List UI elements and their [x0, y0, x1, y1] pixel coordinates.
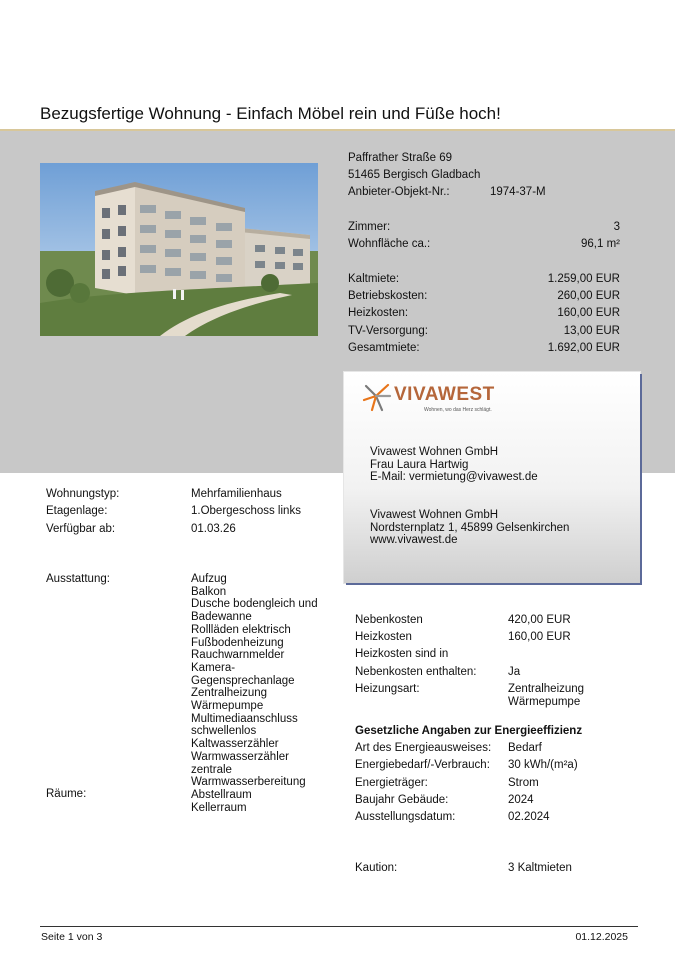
cost-label: Betriebskosten:: [348, 290, 428, 303]
detail-value: Mehrfamilienhaus: [191, 488, 282, 500]
contact-company: Vivawest Wohnen GmbH: [370, 446, 499, 458]
features-list: [191, 573, 326, 814]
energy-block: [355, 723, 635, 826]
heizkosten-label: Heizkosten: [355, 631, 412, 644]
feature-item: Gegensprechanlage: [191, 674, 295, 687]
feature-item: Fußbodenheizung: [191, 636, 284, 649]
nebenkosten-label: Nebenkosten: [355, 614, 423, 626]
feature-item: Badewanne: [191, 611, 252, 624]
contact-website[interactable]: www.vivawest.de: [370, 534, 458, 546]
room-item: Kellerraum: [191, 801, 247, 814]
cost-value: 13,00 EUR: [563, 324, 620, 337]
vivawest-logo: [362, 382, 494, 416]
feature-item: zentrale: [191, 763, 232, 776]
area-label: Wohnfläche ca.:: [348, 238, 431, 251]
cost-label: TV-Versorgung:: [348, 324, 428, 337]
deposit-value: 3 Kaltmieten: [508, 862, 572, 874]
energy-label: Ausstellungsdatum:: [355, 810, 456, 823]
feature-item: Dusche bodengleich und: [191, 598, 318, 611]
rooms-block: [348, 219, 620, 253]
energy-value: 02.2024: [508, 810, 550, 823]
detail-label: Verfügbar ab:: [46, 522, 116, 535]
cost-value: 160,00 EUR: [557, 307, 620, 320]
detail-label: Wohnungstyp:: [46, 488, 120, 500]
street: Paffrather Straße 69: [348, 152, 452, 164]
page-title: Bezugsfertige Wohnung - Einfach Möbel rein und Füße hoch!: [40, 104, 501, 123]
included-label: Heizkosten sind in: [355, 648, 449, 661]
feature-item: Multimediaanschluss: [191, 712, 298, 725]
feature-item: Balkon: [191, 585, 227, 598]
feature-item: Zentralheizung: [191, 687, 268, 700]
energy-value: Strom: [508, 776, 539, 789]
cost-value: 1.259,00 EUR: [547, 273, 620, 285]
energy-label: Energieträger:: [355, 776, 428, 789]
rooms-value: 3: [613, 221, 620, 233]
rooms-section-label: Räume:: [46, 788, 87, 800]
address-block: [348, 150, 620, 202]
footer-divider: [40, 926, 638, 927]
city: 51465 Bergisch Gladbach: [348, 169, 481, 182]
contact-card: [344, 372, 640, 583]
rooms-label: Zimmer:: [348, 221, 391, 233]
logo-wordmark: VIVAWEST: [394, 384, 495, 405]
energy-label: Energiebedarf/-Verbrauch:: [355, 759, 490, 772]
object-number-value: 1974-37-M: [490, 186, 546, 199]
area-value: 96,1 m²: [581, 238, 620, 251]
feature-item: Kamera-: [191, 661, 236, 674]
detail-label: Etagenlage:: [46, 505, 108, 518]
cost-label: Heizkosten:: [348, 307, 409, 320]
feature-item: Warmwasserzähler: [191, 750, 289, 763]
feature-item: Wärmepumpe: [191, 700, 264, 713]
contact-company-2: Vivawest Wohnen GmbH: [370, 509, 499, 521]
object-number-label: Anbieter-Objekt-Nr.:: [348, 186, 450, 199]
deposit-label: Kaution:: [355, 862, 398, 874]
feature-item: Kaltwasserzähler: [191, 738, 279, 751]
detail-value: 01.03.26: [191, 522, 236, 535]
feature-item: Rollläden elektrisch: [191, 623, 291, 636]
cost-label: Kaltmiete:: [348, 273, 400, 285]
heizkosten-value: 160,00 EUR: [508, 631, 571, 644]
contact-address: Nordsternplatz 1, 45899 Gelsenkirchen: [370, 522, 570, 534]
energy-value: 2024: [508, 793, 534, 806]
details-labels: [46, 486, 119, 538]
energy-label: Art des Energieausweises:: [355, 742, 492, 755]
contact-email[interactable]: E-Mail: vermietung@vivawest.de: [370, 471, 538, 483]
footer-date: 01.12.2025: [575, 931, 628, 943]
logo-tagline: Wohnen, wo das Herz schlägt.: [424, 407, 492, 413]
heating-label: Heizungsart:: [355, 682, 420, 695]
features-label: Ausstattung:: [46, 573, 110, 585]
heating-value: Wärmepumpe: [508, 695, 581, 708]
nebenkosten-value: 420,00 EUR: [508, 614, 571, 626]
extra-costs-block: [355, 612, 635, 706]
detail-value: 1.Obergeschoss links: [191, 505, 301, 518]
energy-value: Bedarf: [508, 742, 542, 755]
included-value: Ja: [508, 665, 521, 678]
energy-label: Baujahr Gebäude:: [355, 793, 449, 806]
feature-item: Aufzug: [191, 573, 227, 585]
heating-value: Zentralheizung: [508, 682, 585, 695]
costs-block: [348, 271, 620, 357]
contact-person: Frau Laura Hartwig: [370, 459, 469, 471]
cost-value: 1.692,00 EUR: [547, 341, 620, 354]
details-values: [191, 486, 301, 538]
page-number: Seite 1 von 3: [41, 931, 103, 943]
cost-value: 260,00 EUR: [557, 290, 620, 303]
feature-item: Rauchwarnmelder: [191, 649, 285, 662]
building-photo: [40, 163, 318, 336]
included-label: Nebenkosten enthalten:: [355, 665, 477, 678]
feature-item: schwellenlos: [191, 725, 257, 738]
feature-item: Warmwasserbereitung: [191, 776, 306, 789]
cost-label: Gesamtmiete:: [348, 341, 420, 354]
energy-heading: Gesetzliche Angaben zur Energieeffizienz: [355, 725, 583, 737]
energy-value: 30 kWh/(m²a): [508, 759, 578, 772]
room-item: Abstellraum: [191, 788, 252, 801]
